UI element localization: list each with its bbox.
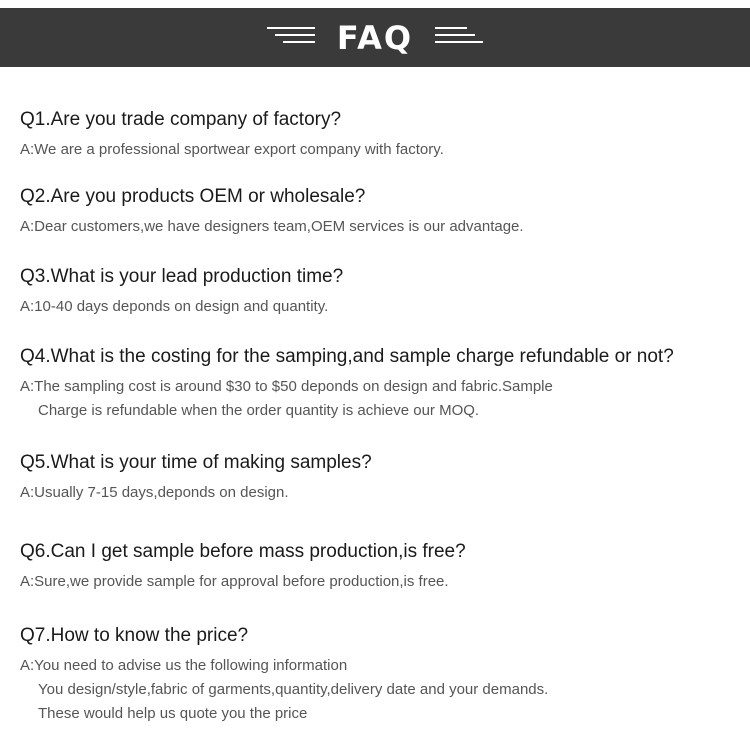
answer-3 <box>20 295 740 319</box>
question-6: Q6.Can I get sample before mass production,is free? <box>20 541 466 562</box>
faq-item-4 <box>20 346 740 423</box>
answer-7-line-3: These would help us quote you the price <box>38 705 308 722</box>
answer-2-line-1: A:Dear customers,we have designers team,OEM services is our advantage. <box>20 218 524 235</box>
faq-item-1 <box>20 109 740 162</box>
answer-5-line-1: A:Usually 7-15 days,deponds on design. <box>20 484 289 501</box>
answer-1 <box>20 138 740 162</box>
faq-title: FAQ <box>336 19 414 57</box>
question-4: Q4.What is the costing for the samping,and sample charge refundable or not? <box>20 346 674 367</box>
answer-6 <box>20 570 740 594</box>
answer-3-line-1: A:10-40 days deponds on design and quantity. <box>20 298 329 315</box>
answer-1-line-1: A:We are a professional sportwear export company with factory. <box>20 141 444 158</box>
answer-5 <box>20 481 740 505</box>
decorative-lines-right-icon <box>435 27 483 47</box>
question-3: Q3.What is your lead production time? <box>20 266 344 287</box>
answer-4-line-1: A:The sampling cost is around $30 to $50 deponds on design and fabric.Sample <box>20 378 553 395</box>
question-2: Q2.Are you products OEM or wholesale? <box>20 186 366 207</box>
faq-item-6 <box>20 541 740 594</box>
faq-item-2 <box>20 186 740 239</box>
answer-7 <box>20 654 740 726</box>
faq-header-banner <box>0 8 750 67</box>
faq-item-7 <box>20 625 740 726</box>
answer-4-line-2: Charge is refundable when the order quantity is achieve our MOQ. <box>38 402 480 419</box>
faq-item-3 <box>20 266 740 319</box>
faq-item-5 <box>20 452 740 505</box>
answer-4 <box>20 375 740 423</box>
answer-6-line-1: A:Sure,we provide sample for approval before production,is free. <box>20 573 449 590</box>
question-1: Q1.Are you trade company of factory? <box>20 109 342 130</box>
question-5: Q5.What is your time of making samples? <box>20 452 372 473</box>
answer-7-line-2: You design/style,fabric of garments,quantity,delivery date and your demands. <box>38 681 549 698</box>
answer-2 <box>20 215 740 239</box>
answer-7-line-1: A:You need to advise us the following information <box>20 657 348 674</box>
question-7: Q7.How to know the price? <box>20 625 249 646</box>
